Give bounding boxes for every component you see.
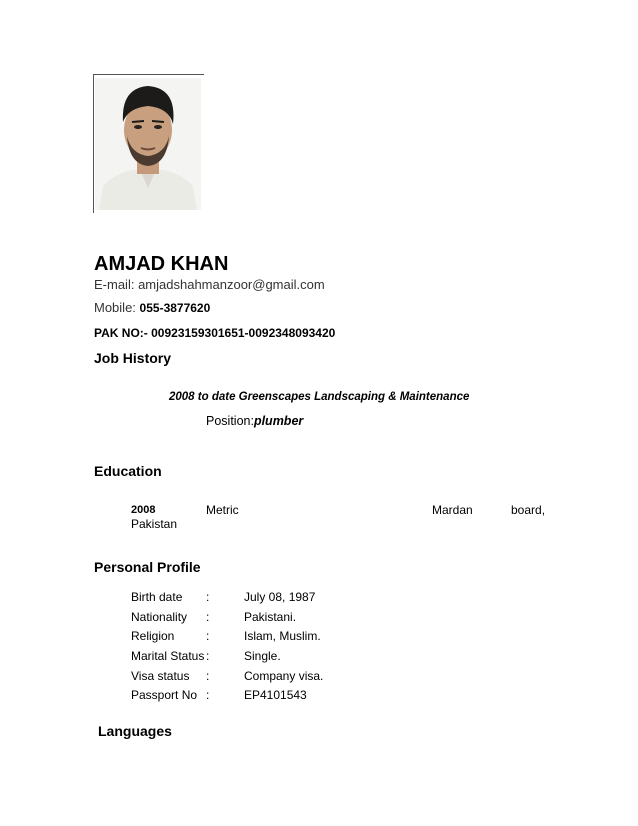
profile-photo — [95, 78, 201, 210]
personal-profile-heading: Personal Profile — [94, 559, 201, 575]
position-value: plumber — [253, 414, 304, 428]
job-entry: 2008 to date Greenscapes Landscaping & Maintenance — [169, 391, 470, 403]
pak-label: PAK NO:- — [94, 326, 148, 340]
profile-label: Nationality — [131, 610, 188, 624]
profile-label: Visa status — [131, 669, 190, 683]
email-label: E-mail: — [94, 277, 135, 292]
profile-value: Islam, Muslim. — [244, 629, 321, 643]
profile-sep: : — [206, 590, 210, 604]
applicant-name: AMJAD KHAN — [94, 253, 229, 275]
mobile-label: Mobile: — [94, 300, 136, 315]
profile-label: Birth date — [131, 590, 183, 604]
profile-value: July 08, 1987 — [244, 590, 316, 604]
education-heading: Education — [94, 463, 162, 479]
profile-sep: : — [206, 629, 210, 643]
education-board-1: Mardan — [432, 503, 473, 517]
education-board-2: board, — [511, 503, 546, 517]
profile-sep: : — [206, 669, 210, 683]
profile-label: Religion — [131, 629, 175, 643]
position-label: Position: — [206, 414, 254, 428]
mobile-value: 055-3877620 — [139, 301, 211, 315]
education-year: 2008 — [131, 504, 156, 516]
profile-value: Company visa. — [244, 669, 324, 683]
job-history-heading: Job History — [94, 350, 172, 366]
profile-sep: : — [206, 610, 210, 624]
profile-value: Single. — [244, 649, 281, 663]
education-board-3: Pakistan — [131, 517, 178, 531]
profile-value: EP4101543 — [244, 688, 307, 702]
email-value: amjadshahmanzoor@gmail.com — [138, 277, 325, 292]
mobile-line — [94, 300, 210, 315]
profile-sep: : — [206, 649, 210, 663]
education-degree: Metric — [206, 503, 239, 517]
pak-value: 00923159301651-0092348093420 — [151, 326, 336, 340]
pak-line — [94, 326, 335, 340]
position-line — [206, 414, 303, 428]
profile-label: Passport No — [131, 688, 198, 702]
email-line — [94, 277, 325, 292]
languages-heading: Languages — [98, 723, 172, 739]
profile-sep: : — [206, 688, 210, 702]
profile-value: Pakistani. — [244, 610, 297, 624]
profile-label: Marital Status — [131, 649, 205, 663]
